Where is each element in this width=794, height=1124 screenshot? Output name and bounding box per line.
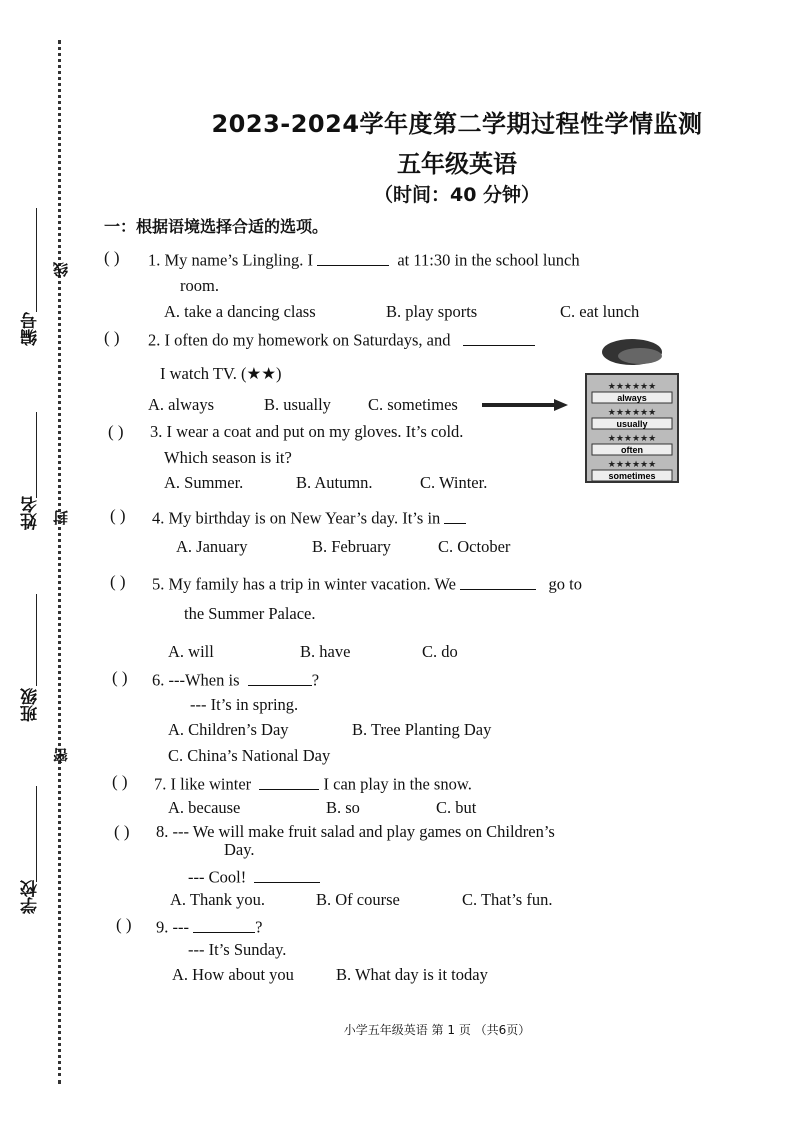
option-7b: B. so (326, 798, 360, 817)
option-8a: A. Thank you. (170, 890, 266, 909)
question-1: 1. My name’s Lingling. I at 11:30 in the school lunch (148, 248, 580, 271)
answer-paren-4[interactable]: ( ) (110, 506, 126, 525)
answer-paren-7[interactable]: ( ) (112, 772, 128, 791)
answer-blank[interactable] (259, 772, 319, 790)
chart-stars: ★★★★★★ (607, 433, 657, 443)
number-underline (36, 208, 37, 312)
option-5c: C. do (422, 642, 458, 661)
frequency-chart-image (582, 336, 682, 486)
option-2c: C. sometimes (368, 395, 458, 414)
option-5b: B. have (300, 642, 351, 661)
option-1b: B. play sports (386, 302, 478, 321)
answer-blank[interactable] (444, 506, 466, 524)
option-6c: C. China’s National Day (168, 746, 331, 765)
answer-blank[interactable] (317, 248, 389, 266)
arrow-icon (482, 398, 568, 412)
question-1-cont: room. (180, 276, 219, 295)
question-8: 8. --- We will make fruit salad and play games on Children’s (156, 822, 555, 841)
school-underline (36, 786, 37, 882)
exam-subtitle: 五年级英语 (397, 150, 517, 178)
question-8-cont2: --- Cool! (188, 865, 320, 888)
option-1a: A. take a dancing class (164, 302, 316, 321)
option-5a: A. will (168, 642, 214, 661)
question-7: 7. I like winter I can play in the snow. (154, 772, 472, 795)
seal-char: 封 (52, 510, 70, 525)
name-label: 姓名 (21, 496, 41, 530)
question-5-cont: the Summer Palace. (184, 604, 316, 623)
option-4a: A. January (176, 537, 248, 556)
option-2b: B. usually (264, 395, 331, 414)
question-3-cont: Which season is it? (164, 448, 292, 467)
question-6-cont: --- It’s in spring. (190, 695, 299, 714)
option-2a: A. always (148, 395, 214, 414)
option-9a: A. How about you (172, 965, 294, 984)
option-1c: C. eat lunch (560, 302, 640, 321)
chart-stars: ★★★★★★ (607, 407, 657, 417)
page-footer: 小学五年级英语 第 1 页 （共6页） (343, 1023, 531, 1037)
option-7a: A. because (168, 798, 241, 817)
answer-blank[interactable] (460, 572, 536, 590)
option-3a: A. Summer. (164, 473, 244, 492)
name-underline (36, 412, 37, 498)
answer-paren-5[interactable]: ( ) (110, 572, 126, 591)
answer-blank[interactable] (248, 668, 312, 686)
school-label: 学校 (21, 880, 41, 914)
class-underline (36, 594, 37, 686)
question-9: 9. --- ? (156, 915, 262, 938)
chart-stars: ★★★★★★ (607, 381, 657, 391)
option-4b: B. February (312, 537, 391, 556)
chart-stars: ★★★★★★ (607, 459, 657, 469)
question-3: 3. I wear a coat and put on my gloves. It’s cold. (150, 422, 464, 441)
question-2-cont: I watch TV. (★★) (160, 364, 282, 383)
option-3c: C. Winter. (420, 473, 488, 492)
question-8-cont: Day. (224, 840, 255, 859)
class-label: 班级 (21, 688, 41, 722)
secret-char: 密 (52, 748, 70, 763)
chart-row-label: sometimes (608, 471, 656, 481)
answer-blank[interactable] (254, 865, 320, 883)
answer-paren-9[interactable]: ( ) (116, 915, 132, 934)
question-2: 2. I often do my homework on Saturdays, and (148, 328, 535, 351)
exam-time: （时间：40 分钟） (373, 184, 541, 206)
option-4c: C. October (438, 537, 511, 556)
section-heading: 一：根据语境选择合适的选项。 (104, 217, 329, 236)
chart-row-label: usually (616, 419, 648, 429)
option-6b: B. Tree Planting Day (352, 720, 492, 739)
chart-row-label: often (621, 445, 643, 455)
exam-title: 2023-2024学年度第二学期过程性学情监测 (211, 110, 703, 138)
option-3b: B. Autumn. (296, 473, 373, 492)
number-label: 编号 (21, 312, 41, 346)
option-8c: C. That’s fun. (462, 890, 553, 909)
line-char: 线 (52, 262, 70, 277)
chart-row-label: always (617, 393, 647, 403)
answer-blank[interactable] (193, 915, 255, 933)
question-9-cont: --- It’s Sunday. (188, 940, 287, 959)
option-6a: A. Children’s Day (168, 720, 289, 739)
answer-paren-2[interactable]: ( ) (104, 328, 120, 347)
answer-blank[interactable] (463, 328, 535, 346)
option-7c: C. but (436, 798, 477, 817)
question-6: 6. ---When is ? (152, 668, 319, 691)
option-8b: B. Of course (316, 890, 400, 909)
question-4: 4. My birthday is on New Year’s day. It’s in (152, 506, 466, 529)
answer-paren-3[interactable]: ( ) (108, 422, 124, 441)
question-5: 5. My family has a trip in winter vacation. We go to (152, 572, 582, 595)
answer-paren-8[interactable]: ( ) (114, 822, 130, 841)
answer-paren-6[interactable]: ( ) (112, 668, 128, 687)
answer-paren-1[interactable]: ( ) (104, 248, 120, 267)
option-9b: B. What day is it today (336, 965, 488, 984)
